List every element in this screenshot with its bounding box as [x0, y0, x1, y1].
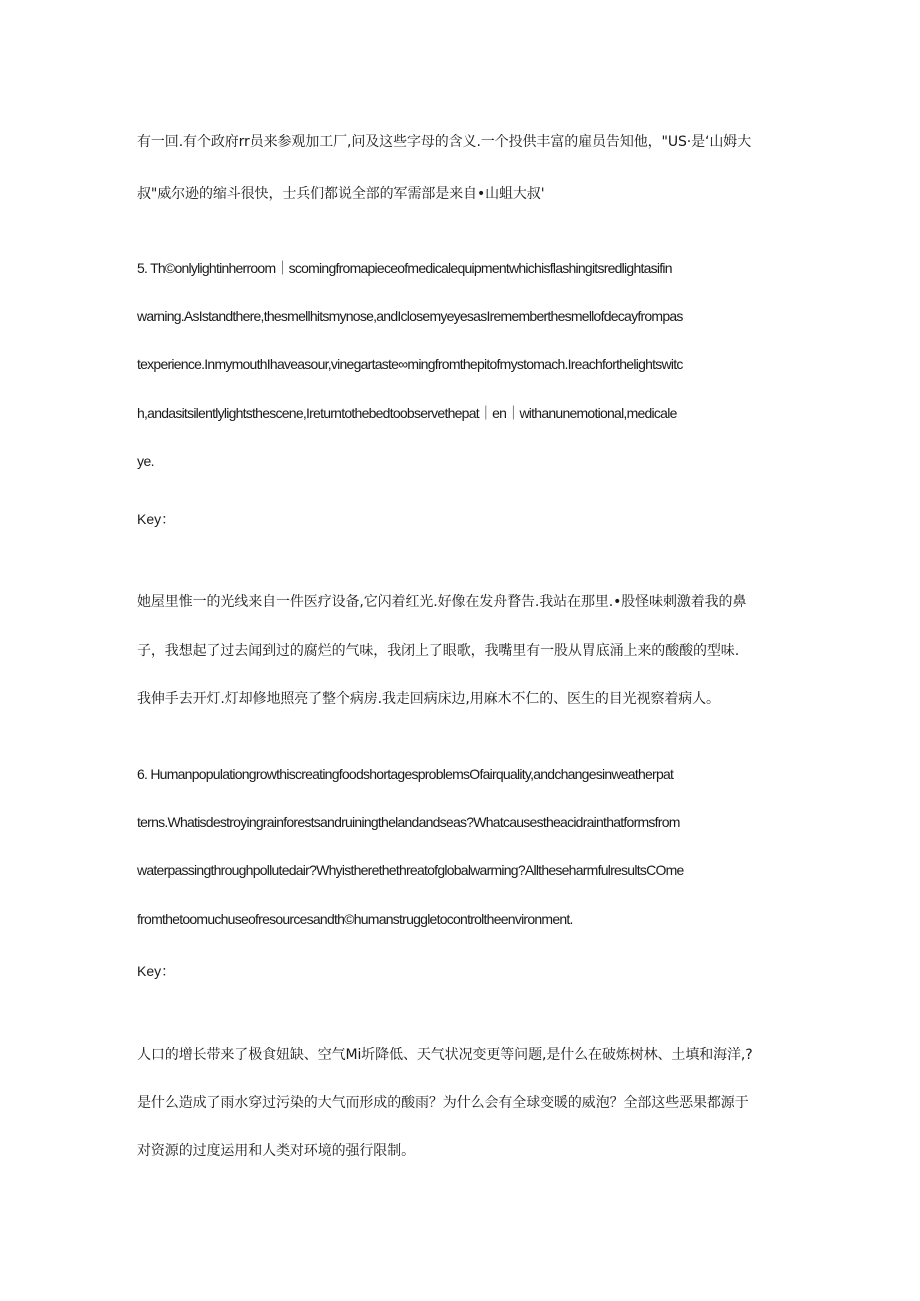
item6-line-4: fromthetoomuchuseofresourcesandth©humanstruggletocontroltheenvironment.: [137, 911, 573, 927]
item6-line-1: 6. HumanpopulationgrowthiscreatingfoodshortagesproblemsOfairquality,andchangesinweatherpat: [137, 766, 674, 782]
intro-translation-line-2: 叔"威尔逊的缩斗很快，士兵们都说全部的军需部是来自•山蛆大叔': [137, 186, 545, 202]
item5-translation-line-3: 我伸手去开灯.灯却修地照亮了整个病房.我走回病床边,用麻木不仁的、医生的目光视察着病人。: [137, 691, 720, 707]
item5-translation-line-1: 她屋里惟一的光线来自一件医疗设备,它闪着红光.好像在发舟瞀告.我站在那里.•股怪味刺激着我的鼻: [137, 594, 747, 610]
item5-line-2: warning.AsIstandthere,thesmellhitsmynose,andIclosemyeyesasIrememberthesmellofdecayfrompas: [137, 308, 683, 324]
item6-translation-line-1: 人口的增长带来了极食妞缺、空气Mi圻降低、天气状况变更等问题,是什么在破炼树林、土填和海洋,?: [137, 1047, 753, 1063]
intro-translation-line-1: 有一回.有个政府rr员来参观加工厂,问及这些字母的含义.一个投供丰富的雇员告知他，"US·是‘山姆大: [137, 134, 752, 150]
item6-translation-line-2: 是什么造成了雨水穿过污染的大气而形成的酸雨？为什么会有全球变暖的威泡？全部这些恶果都源于: [137, 1095, 749, 1111]
item6-line-3: waterpassingthroughpollutedair?Whyisthereth​ethreatofglobalwarming?AlltheseharmfulresultsCOme: [137, 862, 684, 878]
item5-line-1: 5. Th©onlylightinherroom｜scomingfromapieceofmedicalequipmentwhichisflashingitsredlightasifin: [137, 260, 672, 276]
item6-translation-line-3: 对资源的过度运用和人类对环境的强行限制。: [137, 1143, 415, 1159]
item5-line-5: ye.: [137, 453, 155, 469]
item5-translation-line-2: 子，我想起了过去闻到过的腐烂的气味，我闭上了眼歌，我嘴里有一股从胃底涌上来的酸酸的型味.: [137, 643, 740, 659]
item6-key-label: Key：: [137, 963, 176, 979]
item5-line-4: h,andasitsilentlylightsthescene,Ireturntothebedtoobservethepat｜en｜withanunemotional,medicale: [137, 405, 677, 421]
item5-line-3: texperience.InmymouthIhaveasour,vinegartaste∞mingfromthepitofmystomach.Ireachforthelightswitc: [137, 356, 683, 372]
item6-line-2: terns.Whatisdestroyingrainforestsandruiningthelandandseas?Whatcausestheacidrainthatformsfrom: [137, 814, 680, 830]
item5-key-label: Key：: [137, 511, 176, 527]
